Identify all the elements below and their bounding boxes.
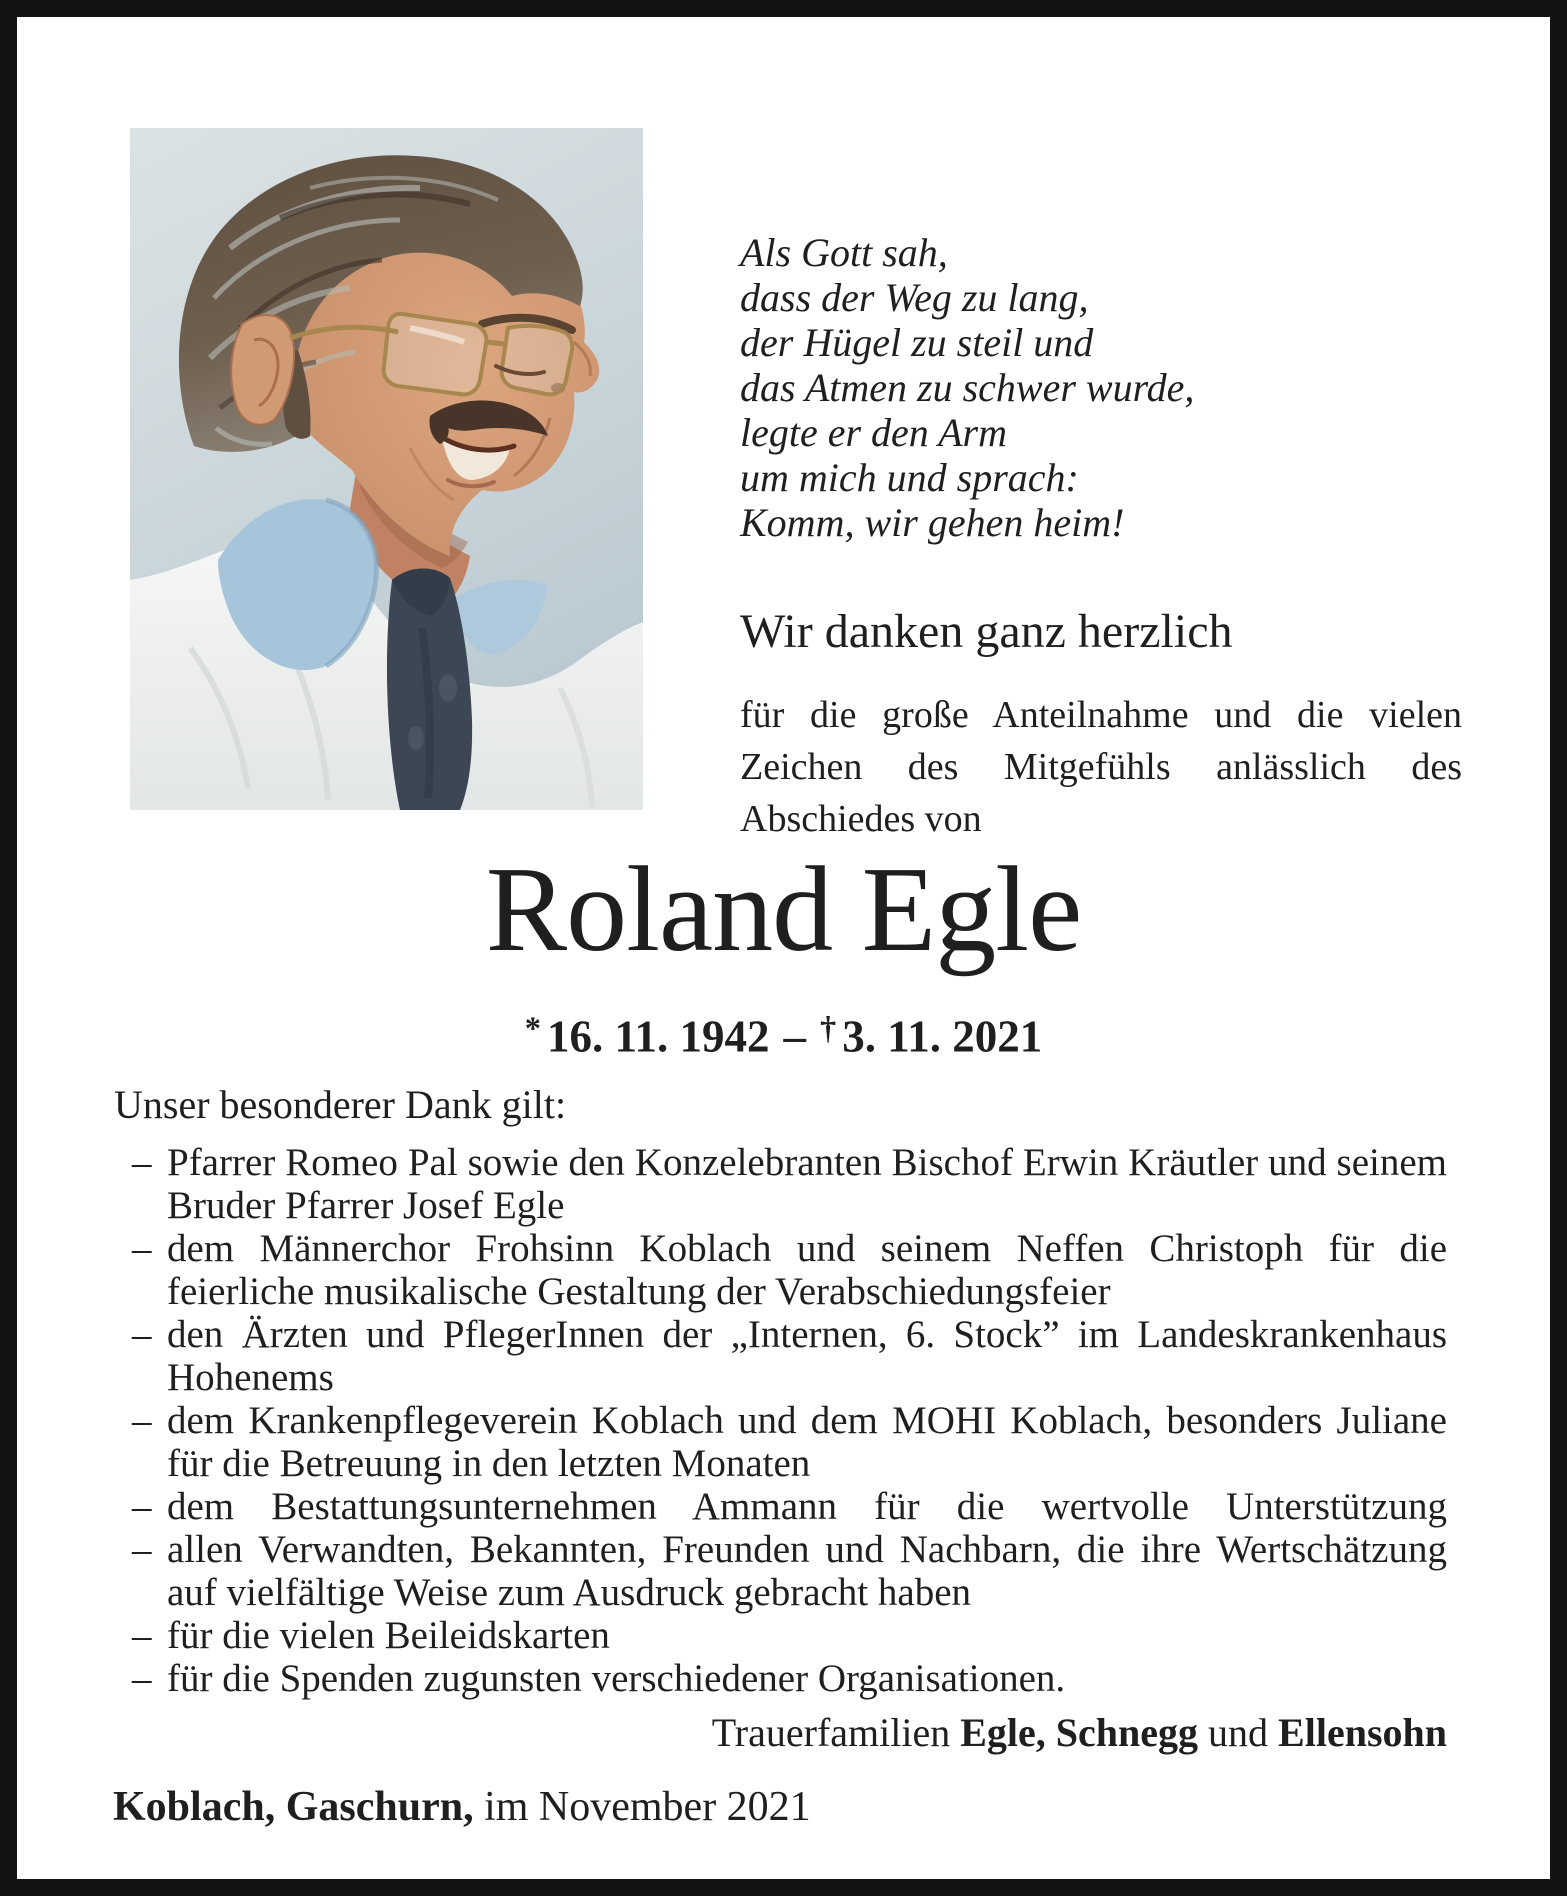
deceased-name: Roland Egle bbox=[485, 842, 1082, 977]
families-connector: und bbox=[1208, 1710, 1269, 1755]
place-date-line bbox=[113, 1784, 811, 1830]
acknowledgement-list bbox=[132, 1141, 1447, 1700]
acknowledgement-item: – allen Verwandten, Bekannten, Freunden und Nachbarn, die ihre Wertschätzung auf vielfältige Weise zum Ausdruck gebracht haben bbox=[132, 1528, 1447, 1614]
dash-bullet: – bbox=[132, 1614, 152, 1657]
acknowledgement-item: – dem Krankenpflegeverein Koblach und dem MOHI Koblach, besonders Juliane für die Betreuung in den letzten Monaten bbox=[132, 1399, 1447, 1485]
portrait-photo-illustration bbox=[130, 128, 643, 810]
date-separator: – bbox=[783, 1011, 806, 1062]
acknowledgement-heading: Unser besonderer Dank gilt: bbox=[114, 1082, 567, 1127]
portrait-photo bbox=[130, 128, 643, 810]
life-dates bbox=[17, 1012, 1550, 1062]
family-names-2: Ellensohn bbox=[1278, 1710, 1447, 1755]
family-names-1: Egle, Schnegg bbox=[960, 1710, 1199, 1755]
death-symbol: † bbox=[820, 1011, 837, 1047]
acknowledgement-item: – für die Spenden zugunsten verschiedener Organisationen. bbox=[132, 1657, 1066, 1700]
dash-bullet: – bbox=[132, 1528, 152, 1571]
family-signature bbox=[712, 1711, 1447, 1755]
poem-line: um mich und sprach: bbox=[740, 455, 1079, 500]
poem-line: Komm, wir gehen heim! bbox=[740, 500, 1125, 545]
thanks-intro-text: für die große Anteilnahme und die vielen Zeichen des Mitgefühls anlässlich des Abschiedes von bbox=[740, 694, 1462, 840]
memorial-poem bbox=[740, 230, 1194, 545]
poem-line: der Hügel zu steil und bbox=[740, 320, 1094, 365]
thanks-heading: Wir danken ganz herzlich bbox=[740, 605, 1233, 658]
acknowledgement-item: – für die vielen Beileidskarten bbox=[132, 1614, 610, 1657]
birth-date: 16. 11. 1942 bbox=[546, 1011, 770, 1062]
acknowledgement-item: – Pfarrer Romeo Pal sowie den Konzelebranten Bischof Erwin Kräutler und seinem Bruder Pfarrer Josef Egle bbox=[132, 1141, 1447, 1227]
poem-line: legte er den Arm bbox=[740, 410, 1007, 455]
acknowledgement-item: – den Ärzten und PflegerInnen der „Internen, 6. Stock” im Landeskrankenhaus Hohenems bbox=[132, 1313, 1447, 1399]
poem-line: dass der Weg zu lang, bbox=[740, 275, 1089, 320]
dash-bullet: – bbox=[132, 1485, 152, 1528]
dash-bullet: – bbox=[132, 1657, 152, 1700]
dash-bullet: – bbox=[132, 1399, 152, 1442]
dash-bullet: – bbox=[132, 1313, 152, 1356]
place-names: Koblach, Gaschurn, bbox=[113, 1784, 474, 1830]
acknowledgement-item: – dem Bestattungsunternehmen Ammann für die wertvolle Unterstützung bbox=[132, 1485, 1447, 1528]
dash-bullet: – bbox=[132, 1141, 152, 1184]
families-prefix: Trauerfamilien bbox=[711, 1710, 951, 1755]
acknowledgement-item: – dem Männerchor Frohsinn Koblach und seinem Neffen Christoph für die feierliche musikalische Gestaltung der Verabschiedungsfeier bbox=[132, 1227, 1447, 1313]
date-text: im November 2021 bbox=[484, 1784, 811, 1830]
dash-bullet: – bbox=[132, 1227, 152, 1270]
death-date: 3. 11. 2021 bbox=[842, 1011, 1043, 1062]
poem-line: das Atmen zu schwer wurde, bbox=[740, 365, 1195, 410]
poem-line: Als Gott sah, bbox=[740, 230, 948, 275]
birth-symbol: * bbox=[524, 1011, 541, 1047]
